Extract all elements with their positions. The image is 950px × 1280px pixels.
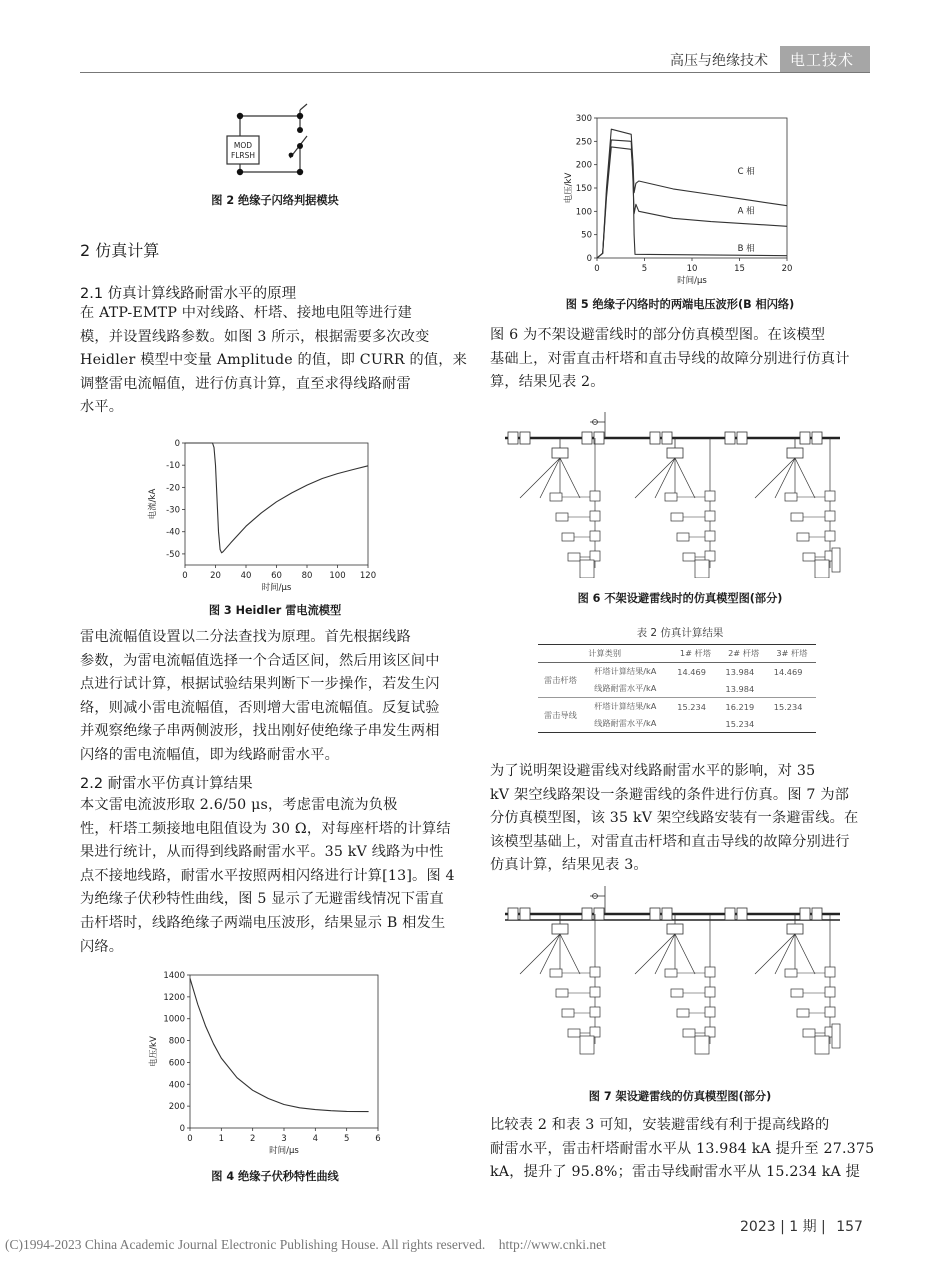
flashover-switch-block <box>590 531 600 541</box>
flashover-switch-block <box>590 967 600 977</box>
insulator-block <box>665 493 677 501</box>
phase-wire <box>755 458 795 498</box>
x-tick-label: 0 <box>594 264 600 274</box>
insulator-block <box>671 989 683 997</box>
y-tick-label: 150 <box>575 184 592 194</box>
x-tick-label: 40 <box>240 571 252 581</box>
phase-wire <box>560 458 580 498</box>
ground-resistor-block <box>815 560 829 578</box>
x-tick-label: 20 <box>781 264 793 274</box>
x-axis-label: 时间/μs <box>269 1146 299 1156</box>
plot-frame <box>597 118 787 258</box>
fig7-schematic <box>500 882 850 1067</box>
fig2-box-line2: FLRSH <box>230 151 256 160</box>
flashover-switch-block <box>705 1027 715 1037</box>
flashover-switch-block <box>705 551 715 561</box>
ground-resistor-block <box>695 560 709 578</box>
table-cell: 杆塔计算结果/kA <box>594 666 657 676</box>
table2 <box>538 644 816 733</box>
table-cell: 13.984 <box>725 666 755 677</box>
phase-wire <box>520 934 560 974</box>
y-tick-label: 1200 <box>163 992 185 1003</box>
tower-block <box>787 924 803 934</box>
y-tick-label: 50 <box>581 230 592 241</box>
table-cell <box>768 715 816 732</box>
page-number: 157 <box>836 1219 863 1235</box>
insulator-block <box>791 989 803 997</box>
phase-wire <box>655 934 675 974</box>
x-tick-label: 20 <box>210 571 221 581</box>
series-line <box>597 140 787 258</box>
insulator-block <box>797 1009 809 1017</box>
series-label: B 相 <box>737 244 755 254</box>
para-line: 耐雷水平，雷击杆塔耐雷水平从 13.984 kA 提升至 27.375 <box>490 1140 875 1157</box>
journal-badge <box>780 46 870 72</box>
y-axis-label: 电压/kV <box>149 1036 159 1067</box>
flashover-switch-block <box>590 987 600 997</box>
para-line: 雷电流幅值设置以二分法查找为原理。首先根据线路 <box>80 629 411 645</box>
fig3-chart <box>135 430 395 600</box>
flashover-switch-block <box>590 1027 600 1037</box>
insulator-block <box>562 1009 574 1017</box>
table-row <box>538 698 816 716</box>
y-tick-label: 250 <box>575 137 592 148</box>
x-tick-label: 80 <box>301 571 313 581</box>
line-end-block <box>832 1024 840 1048</box>
para-line: 图 6 为不架设避雷线时的部分仿真模型图。在该模型 <box>490 327 826 343</box>
y-tick-label: 800 <box>168 1036 185 1047</box>
header-rule <box>80 72 870 73</box>
line-segment-block <box>812 432 822 444</box>
para-line: 闪络。 <box>80 938 124 955</box>
line-segment-block <box>737 908 747 920</box>
para-line: 点进行试计算，根据试验结果判断下一步操作，若发生闪 <box>80 676 440 693</box>
line-segment-block <box>800 908 810 920</box>
flashover-switch-block <box>705 967 715 977</box>
line-segment-block <box>582 908 592 920</box>
table-cell: 14.469 <box>773 666 803 677</box>
tower-block <box>787 448 803 458</box>
phase-wire <box>675 934 695 974</box>
fig2-box-line1: MOD <box>233 141 253 150</box>
insulator-block <box>803 1029 815 1037</box>
insulator-block <box>677 1009 689 1017</box>
y-tick-label: 400 <box>168 1080 185 1091</box>
flashover-switch-block <box>590 511 600 521</box>
x-tick-label: 100 <box>329 571 346 581</box>
insulator-block <box>665 969 677 977</box>
table-cell: 15.234 <box>725 718 755 729</box>
para-bisection <box>80 626 470 768</box>
header-section: 高压与绝缘技术 <box>670 53 768 69</box>
fig2-flashover-module <box>215 100 325 185</box>
tower-block <box>667 924 683 934</box>
insulator-block <box>683 1029 695 1037</box>
x-tick-label: 5 <box>343 1134 350 1144</box>
tower-block <box>552 448 568 458</box>
y-tick-label: 1400 <box>163 971 185 981</box>
fig2-caption: 图 2 绝缘子闪络判据模块 <box>211 194 339 207</box>
y-tick-label: 0 <box>586 254 592 264</box>
phase-wire <box>560 934 580 974</box>
para-2-2 <box>80 794 470 959</box>
insulator-block <box>683 553 695 561</box>
ground-resistor-block <box>695 1036 709 1054</box>
y-tick-label: 300 <box>575 114 592 124</box>
para-2-1 <box>80 302 470 420</box>
line-segment-block <box>650 432 660 444</box>
line-segment-block <box>662 908 672 920</box>
tower-block <box>667 448 683 458</box>
table-cell <box>768 680 816 698</box>
para-line: 调整雷电流幅值，进行仿真计算，直至求得线路耐雷 <box>80 375 411 392</box>
flashover-switch-block <box>825 1007 835 1017</box>
ground-resistor-block <box>815 1036 829 1054</box>
flashover-switch-block <box>705 491 715 501</box>
phase-wire <box>635 934 675 974</box>
fig5-chart <box>555 110 815 292</box>
table-cell <box>671 715 719 732</box>
series-line <box>597 147 787 258</box>
insulator-block <box>797 533 809 541</box>
para-line: 分仿真模型图，该 35 kV 架空线路安装有一条避雷线。在 <box>490 810 859 827</box>
para-line: 果进行统计，从而得到线路耐雷水平。35 kV 线路为中性 <box>80 844 444 861</box>
table2-header: 1# 杆塔 <box>679 648 711 658</box>
para-line: 仿真计算，结果见表 3。 <box>490 857 648 874</box>
y-tick-label: -30 <box>166 505 180 516</box>
x-tick-label: 6 <box>375 1134 381 1144</box>
para-fig6 <box>490 324 870 395</box>
line-segment-block <box>662 432 672 444</box>
y-axis-label: 电流/kA <box>148 488 158 520</box>
y-tick-label: -10 <box>166 461 180 472</box>
x-tick-label: 0 <box>187 1134 193 1144</box>
y-tick-label: 200 <box>575 160 592 171</box>
x-tick-label: 2 <box>249 1134 256 1144</box>
series-label: A 相 <box>737 206 755 217</box>
para-line: 为绝缘子伏秒特性曲线，图 5 显示了无避雷线情况下雷直 <box>80 891 444 908</box>
para-line: 络，则减小雷电流幅值，否则增大雷电流幅值。反复试验 <box>80 699 440 716</box>
x-axis-label: 时间/μs <box>261 583 292 593</box>
flashover-switch-block <box>705 987 715 997</box>
flashover-switch-block <box>705 1007 715 1017</box>
phase-wire <box>540 934 560 974</box>
running-header <box>0 0 950 80</box>
phase-wire <box>655 458 675 498</box>
flashover-switch-block <box>825 491 835 501</box>
insulator-block <box>556 989 568 997</box>
para-line: 基础上，对雷直击杆塔和直击导线的故障分别进行仿真计 <box>490 350 850 367</box>
line-segment-block <box>594 432 604 444</box>
flashover-switch-block <box>825 511 835 521</box>
para-line: 点不接地线路，耐雷水平按照两相闪络进行计算[13]。图 4 <box>80 867 455 884</box>
series-line <box>190 978 369 1111</box>
para-line: 闪络的雷电流幅值，即为线路耐雷水平。 <box>80 746 339 763</box>
fig6-caption: 图 6 不架设避雷线时的仿真模型图(部分) <box>577 592 783 605</box>
table2-caption: 表 2 仿真计算结果 <box>636 627 724 639</box>
y-tick-label: 1000 <box>163 1014 185 1025</box>
insulator-block <box>550 493 562 501</box>
para-line: 模，并设置线路参数。如图 3 所示，根据需要多次改变 <box>80 328 430 345</box>
series-label: C 相 <box>737 167 755 177</box>
para-line: 击杆塔时，线路绝缘子两端电压波形，结果显示 B 相发生 <box>80 914 446 931</box>
flashover-switch-block <box>590 491 600 501</box>
fig3-caption: 图 3 Heidler 雷电流模型 <box>208 604 342 617</box>
copyright-footer: (C)1994-2023 China Academic Journal Electronic Publishing House. All rights reserved. http://www.cnki.net <box>5 1237 606 1252</box>
issue-label: 2023 | 1 期 | <box>740 1219 826 1235</box>
para-line: 参数，为雷电流幅值选择一个合适区间，然后用该区间中 <box>80 652 440 669</box>
table2-group-label: 雷击杆塔 <box>544 674 577 685</box>
series-line <box>185 443 368 553</box>
insulator-block <box>803 553 815 561</box>
phase-wire <box>520 458 560 498</box>
phase-wire <box>775 934 795 974</box>
insulator-block <box>556 513 568 521</box>
insulator-block <box>550 969 562 977</box>
insulator-block <box>785 969 797 977</box>
flashover-switch-block <box>705 511 715 521</box>
insulator-block <box>785 493 797 501</box>
flashover-switch-block <box>825 967 835 977</box>
line-segment-block <box>800 432 810 444</box>
para-line: 算，结果见表 2。 <box>490 374 605 391</box>
x-tick-label: 3 <box>281 1134 287 1144</box>
ground-resistor-block <box>580 560 594 578</box>
ground-resistor-block <box>580 1036 594 1054</box>
para-line: 比较表 2 和表 3 可知，安装避雷线有利于提高线路的 <box>490 1117 830 1133</box>
fig7-caption: 图 7 架设避雷线的仿真模型图(部分) <box>588 1090 772 1103</box>
para-line: 水平。 <box>80 399 124 416</box>
y-tick-label: -50 <box>166 549 180 560</box>
x-tick-label: 1 <box>218 1134 225 1144</box>
phase-wire <box>540 458 560 498</box>
insulator-block <box>671 513 683 521</box>
flashover-switch-block <box>825 531 835 541</box>
section-2-title: 2 仿真计算 <box>80 241 160 260</box>
line-end-block <box>832 548 840 572</box>
table-cell: 线路耐雷水平/kA <box>594 683 657 693</box>
table-cell: 13.984 <box>725 683 755 694</box>
section-2-2-title: 2.2 耐雷水平仿真计算结果 <box>80 776 253 792</box>
table-cell: 线路耐雷水平/kA <box>594 718 657 728</box>
table2-group-label: 雷击导线 <box>544 709 577 720</box>
para-line: kA，提升了 95.8%；雷击导线耐雷水平从 15.234 kA 提 <box>490 1164 861 1181</box>
table-row <box>538 663 816 681</box>
para-line: kV 架空线路架设一条避雷线的条件进行仿真。图 7 为部 <box>490 786 850 803</box>
table-cell: 15.234 <box>677 701 706 712</box>
x-tick-label: 5 <box>641 264 648 274</box>
insulator-block <box>562 533 574 541</box>
line-segment-block <box>520 432 530 444</box>
insulator-block <box>568 1029 580 1037</box>
table2-header: 2# 杆塔 <box>728 648 760 658</box>
page-issue <box>740 1216 863 1236</box>
line-segment-block <box>725 908 735 920</box>
flashover-switch-block <box>590 551 600 561</box>
section-2-1-title: 2.1 仿真计算线路耐雷水平的原理 <box>80 286 297 302</box>
table-cell <box>671 680 719 698</box>
fig4-caption: 图 4 绝缘子伏秒特性曲线 <box>211 1170 339 1183</box>
x-tick-label: 10 <box>686 264 698 274</box>
phase-wire <box>795 934 815 974</box>
insulator-block <box>677 533 689 541</box>
fig4-chart <box>140 965 400 1165</box>
table2-header: 计算类别 <box>588 648 622 658</box>
para-fig7 <box>490 760 870 878</box>
para-line: 在 ATP-EMTP 中对线路、杆塔、接地电阻等进行建 <box>80 305 412 321</box>
y-tick-label: 100 <box>575 207 592 218</box>
line-segment-block <box>737 432 747 444</box>
table-cell: 15.234 <box>773 701 803 712</box>
para-compare <box>490 1114 875 1185</box>
x-tick-label: 0 <box>182 571 188 581</box>
table2-header-row <box>538 645 816 663</box>
fig5-caption: 图 5 绝缘子闪络时的两端电压波形(B 相闪络) <box>565 298 795 311</box>
para-line: 该模型基础上，对雷直击杆塔和直击导线的故障分别进行 <box>490 833 850 850</box>
phase-wire <box>775 458 795 498</box>
para-line: 性，杆塔工频接地电阻值设为 30 Ω，对每座杆塔的计算结 <box>80 820 451 837</box>
line-segment-block <box>594 908 604 920</box>
y-axis-label: 电压/kV <box>564 172 574 204</box>
phase-wire <box>755 934 795 974</box>
flashover-switch-block <box>590 1007 600 1017</box>
flashover-switch-block <box>825 987 835 997</box>
journal-name: 电工技术 <box>790 51 855 69</box>
table-cell: 14.469 <box>677 666 706 677</box>
table2-header: 3# 杆塔 <box>776 648 808 658</box>
insulator-block <box>568 553 580 561</box>
x-tick-label: 4 <box>312 1134 319 1144</box>
insulator-block <box>791 513 803 521</box>
x-axis-label: 时间/μs <box>677 276 707 286</box>
phase-wire <box>635 458 675 498</box>
line-segment-block <box>582 432 592 444</box>
x-tick-label: 120 <box>359 571 377 581</box>
y-tick-label: -20 <box>166 483 180 494</box>
x-tick-label: 60 <box>271 571 282 581</box>
plot-frame <box>185 443 368 565</box>
phase-wire <box>795 458 815 498</box>
para-line: Heidler 模型中变量 Amplitude 的值，即 CURR 的值，来 <box>80 352 468 369</box>
para-line: 并观察绝缘子串两侧波形，找出刚好使绝缘子串发生两相 <box>80 723 440 740</box>
table-cell: 杆塔计算结果/kA <box>594 701 657 711</box>
phase-wire <box>675 458 695 498</box>
line-segment-block <box>508 908 518 920</box>
line-segment-block <box>520 908 530 920</box>
para-line: 为了说明架设避雷线对线路耐雷水平的影响，对 35 <box>490 763 816 779</box>
y-tick-label: 0 <box>179 1124 185 1134</box>
y-tick-label: 200 <box>168 1102 185 1113</box>
table-cell: 16.219 <box>725 701 755 712</box>
line-segment-block <box>812 908 822 920</box>
line-segment-block <box>650 908 660 920</box>
flashover-switch-block <box>705 531 715 541</box>
y-tick-label: 600 <box>168 1058 185 1069</box>
x-tick-label: 15 <box>734 264 745 274</box>
y-tick-label: -40 <box>166 527 180 538</box>
para-line: 本文雷电流波形取 2.6/50 μs，考虑雷电流为负极 <box>80 797 398 813</box>
line-segment-block <box>725 432 735 444</box>
fig6-schematic <box>500 408 850 578</box>
line-segment-block <box>508 432 518 444</box>
y-tick-label: 0 <box>174 439 180 449</box>
tower-block <box>552 924 568 934</box>
